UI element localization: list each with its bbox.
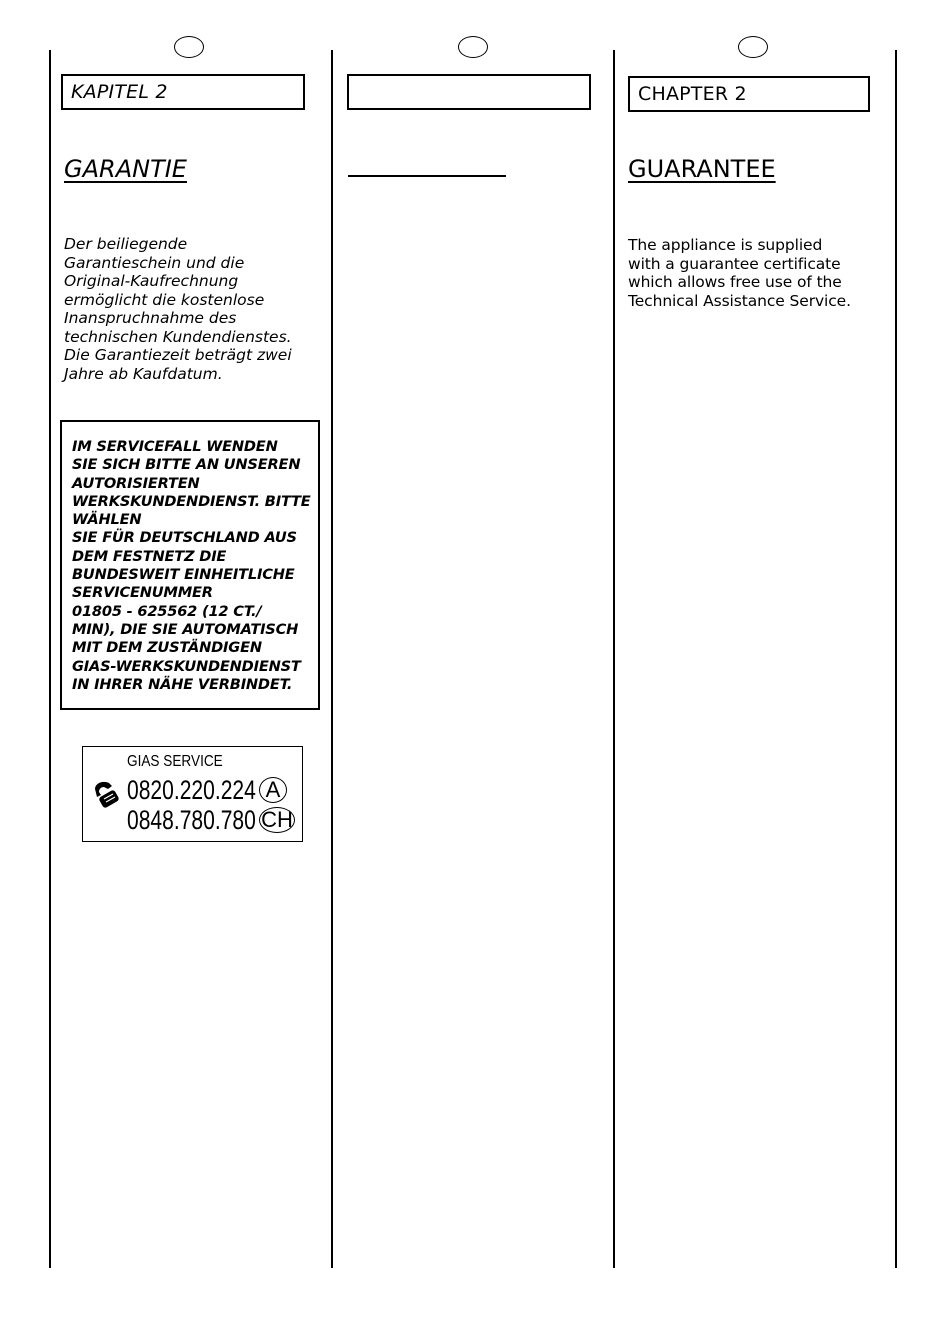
- guarantee-text-english: The appliance is supplied with a guarantee certificate which allows free use of the Technical Assistance Service.: [628, 236, 851, 310]
- country-badge-austria: A: [259, 777, 287, 803]
- section-heading-german: GARANTIE: [64, 155, 187, 183]
- section-heading-english: GUARANTEE: [628, 155, 776, 183]
- service-notice-text: IM SERVICEFALL WENDEN SIE SICH BITTE AN UNSEREN AUTORISIERTEN WERKSKUNDENDIENST. BITTE WÄHLEN SIE FÜR DEUTSCHLAND AUS DEM FESTNETZ DIE BUNDESWEIT EINHEITLICHE SERVICENUMMER 01805 - 625562 (12 CT./ MIN), DIE SIE AUTOMATISCH MIT DEM ZUSTÄNDIGEN GIAS-WERKSKUNDENDIENST IN IHRER NÄHE VERBINDET.: [72, 438, 311, 693]
- country-badge-switzerland: CH: [259, 807, 295, 833]
- service-notice-box: [60, 420, 320, 710]
- gias-number-austria: 0820.220.224: [127, 775, 256, 805]
- chapter-label-german: KAPITEL 2: [61, 74, 305, 110]
- language-marker-english: [738, 36, 768, 58]
- column-divider-4: [895, 50, 897, 1268]
- guarantee-text-german: Der beiliegende Garantieschein und die Original-Kaufrechnung ermöglicht die kostenlose Inanspruchnahme des technischen Kundendienstes. Die Garantiezeit beträgt zwei Jahre ab Kaufdatum.: [64, 235, 292, 383]
- column-divider-3: [613, 50, 615, 1268]
- column-divider-1: [49, 50, 51, 1268]
- gias-number-switzerland: 0848.780.780: [127, 805, 256, 835]
- language-marker-middle: [458, 36, 488, 58]
- telephone-icon: [89, 775, 123, 809]
- section-heading-rule-middle: [348, 175, 506, 177]
- chapter-label-english: CHAPTER 2: [628, 76, 870, 112]
- gias-service-box: [82, 746, 303, 842]
- chapter-label-middle: [347, 74, 591, 110]
- gias-service-title: GIAS SERVICE: [127, 753, 223, 770]
- language-marker-german: [174, 36, 204, 58]
- column-divider-2: [331, 50, 333, 1268]
